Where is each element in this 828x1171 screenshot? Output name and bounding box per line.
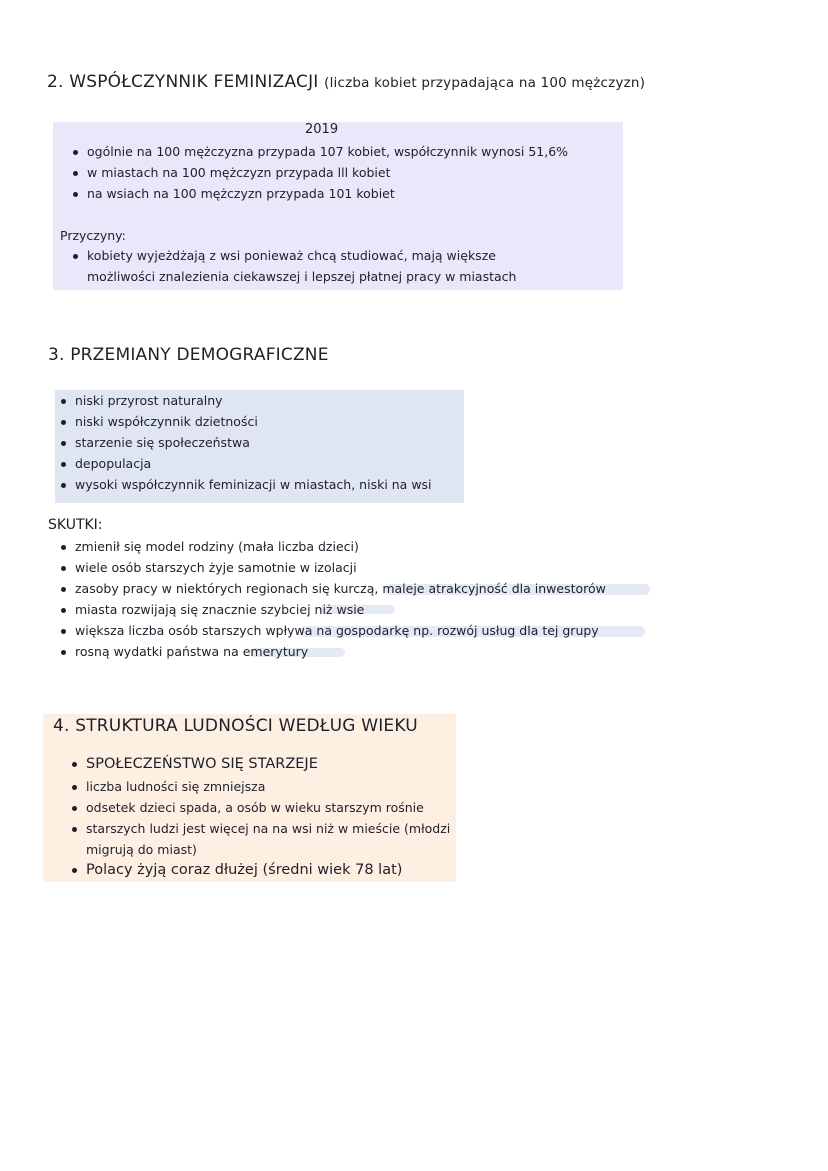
list-item: niski przyrost naturalny — [75, 391, 223, 411]
list-item: większa liczba osób starszych wpływa na gospodarkę np. rozwój usług dla tej grupy — [75, 621, 599, 641]
list-item: niski współczynnik dzietności — [75, 412, 258, 432]
list-item: miasta rozwijają się znacznie szybciej niż wsie — [75, 600, 364, 620]
list-item: odsetek dzieci spada, a osób w wieku starszym rośnie — [86, 798, 424, 818]
list-item-continuation: migrują do miast) — [86, 842, 197, 857]
list-item: SPOŁECZEŃSTWO SIĘ STARZEJE — [86, 756, 318, 772]
list-item: starszych ludzi jest więcej na na wsi niż w mieście (młodzi — [86, 819, 450, 839]
effects-label: SKUTKI: — [48, 517, 103, 533]
list-item: Polacy żyją coraz dłużej (średni wiek 78 lat) — [86, 862, 403, 878]
section-2-heading — [47, 72, 645, 92]
section-2-subtitle: (liczba kobiet przypadająca na 100 mężczyzn) — [324, 75, 646, 91]
list-item: wysoki współczynnik feminizacji w miastach, niski na wsi — [75, 475, 432, 495]
list-item: starzenie się społeczeństwa — [75, 433, 250, 453]
list-item: depopulacja — [75, 454, 151, 474]
list-item-continuation: możliwości znalezienia ciekawszej i lepszej płatnej pracy w miastach — [87, 269, 517, 284]
list-item: na wsiach na 100 mężczyzn przypada 101 kobiet — [87, 184, 395, 204]
list-item: wiele osób starszych żyje samotnie w izolacji — [75, 558, 357, 578]
list-item: zmienił się model rodziny (mała liczba dzieci) — [75, 537, 359, 557]
list-item: kobiety wyjeżdżają z wsi ponieważ chcą studiować, mają większe — [87, 246, 496, 266]
section-2-title: 2. WSPÓŁCZYNNIK FEMINIZACJI — [47, 72, 319, 92]
list-item: w miastach na 100 mężczyzn przypada lll kobiet — [87, 163, 390, 183]
list-item: rosną wydatki państwa na emerytury — [75, 642, 308, 662]
section-3-title: 3. PRZEMIANY DEMOGRAFICZNE — [48, 345, 329, 365]
year-label: 2019 — [305, 122, 339, 137]
list-item: zasoby pracy w niektórych regionach się kurczą, maleje atrakcyjność dla inwestorów — [75, 579, 606, 599]
section-4-title: 4. STRUKTURA LUDNOŚCI WEDŁUG WIEKU — [53, 716, 418, 736]
list-item: ogólnie na 100 mężczyzna przypada 107 kobiet, współczynnik wynosi 51,6% — [87, 142, 568, 162]
causes-label: Przyczyny: — [60, 228, 126, 243]
list-item: liczba ludności się zmniejsza — [86, 777, 265, 797]
